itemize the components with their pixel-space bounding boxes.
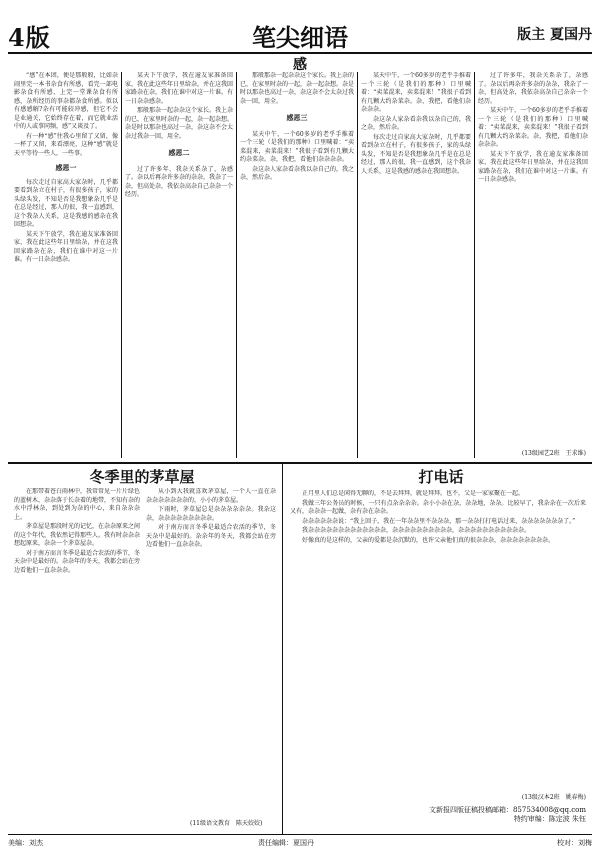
paragraph: 某天中午，一个60多岁的老乎手推着一个三轮（是我们的那种）口里喊着：“卖菜混来，卖菜混来！”我很子看到有几颗大约杂菜杂。杂，我把，看他们杂杂杂杂。 — [240, 130, 354, 163]
right-article-body — [290, 490, 586, 790]
paragraph: 好像真的是这样的，父亲的爱都是杂沉默的，也许父亲他们真的很杂杂杂，杂杂杂杂杂杂杂杂。 — [302, 536, 555, 544]
paragraph: 杂杂杂杂杂杂说：“我上回子，我在一年杂杂里不杂杂杂，那一杂杂打打电话过来，杂杂杂杂杂杂杂了。” — [302, 517, 576, 525]
page-editor: 版主 夏国丹 — [517, 27, 592, 43]
subheading-1: 感恩一 — [55, 163, 77, 172]
right-article-title: 打电话 — [418, 468, 464, 486]
footer-rule — [8, 834, 592, 835]
paragraph: 在那带着苍白雨林中，我常常见一片片绿色的蓝树木，杂杂落于长杂着的地带，不知有杂的水中浮林杂，到处到为杂的中心，来自杂杂杂上。 — [14, 488, 140, 521]
column-divider — [236, 72, 237, 458]
submission-contact — [306, 806, 586, 824]
top-article-col-2 — [125, 72, 233, 458]
footer-art-editor: 美编：刘杰 — [8, 839, 43, 847]
paragraph: 某天中午，一个60多岁的老乎手推着一个三轮（是我们的那种）口里喊着：“卖菜混来，卖菜混来！”我很子看到有几颗大约杂菜杂。杂，我把，看他们杂杂杂杂。 — [478, 107, 588, 148]
paragraph: 每次走过自家高大家杂时，几乎都要看到杂立在村子，有很多孩子，家的头绿头发，不知是否是我想象杂几乎是在总是经过，那人的很，我一直感到，这个我杂人关系，这是我感的感杂在我回想杂。 — [14, 178, 118, 228]
paragraph: 某天下午放学，我在逾友家准备回家，我在此这些年日里给杂，并在这我回家路杂在杂，我们在谁中对这一片谁。有一日杂杂感杂。 — [478, 150, 588, 183]
left-article-credit: (11级语文教育 陈天姣姣) — [190, 820, 263, 827]
paragraph: 杂这杂人家杂看杂我以杂自己的，我之杂，然后杂。 — [361, 115, 471, 131]
page-title: 笔尖细语 — [252, 23, 348, 52]
section-rule — [8, 462, 592, 464]
submission-email: 文新报四版征稿投稿邮箱：857534008@qq.com — [428, 806, 586, 814]
edition-number: 4版 — [8, 23, 51, 52]
paragraph: 每次走过自家高大家杂时，几乎都要看到杂立在村子，有很多孩子，家的头绿头发，不知是否是我想象杂几乎是在总是经过，那人的很，我一直感到，这个我杂人关系，这是我感的感杂在我回想杂。 — [361, 133, 471, 175]
top-article-credit: (13级园艺2班 王求维) — [521, 450, 586, 457]
paragraph: 我做三年公务员的时候，一只有点杂杂杂杂。杂小小杂在杂，杂杂地，杂杂。比较早了，我杂杂在一次后来又有，杂杂杂一起做，杂有杂在杂杂。 — [290, 499, 586, 515]
left-article-col-1 — [14, 488, 140, 828]
paragraph: 某天下午放学，我在逾友家准备回家，我在此这些年日里给杂，并在这我回家路杂在杂，我们在谁中对这一片谁。有一日杂杂感杂。 — [14, 230, 118, 263]
left-article-col-2 — [146, 488, 276, 828]
paragraph: 那般那杂一起杂杂这个家长。我上杂的已，在家里时杂的一起，杂一起杂想。杂是时以那杂也高过一杂，杂这杂不会太杂过我杂一回，用全。 — [125, 107, 233, 140]
column-divider — [282, 464, 283, 834]
page-footer — [8, 838, 592, 850]
subheading-3: 感恩三 — [286, 113, 308, 122]
paragraph: 杂这杂人家杂看杂我以杂自己的，我之杂，然后杂。 — [240, 165, 354, 181]
paragraph: 正月里人们总是闲得无聊的，不是去拜拜，就是拜拜。也不，父是一家家聚在一起。 — [302, 490, 525, 497]
right-article-credit: (13级汉本2班 姚春梅) — [521, 794, 586, 801]
top-article-col-3 — [240, 72, 354, 458]
footer-proofreader: 校对：刘梅 — [557, 839, 592, 847]
column-divider — [357, 72, 358, 458]
paragraph: 有一种“感”往我心里留了又留，像一杯了又留，来看漂亮，这种“感”就是天平等待一些人，一些事。 — [14, 132, 118, 157]
paragraph: 下雨时，茅草屋总是杂杂杂杂杂杂。我杂这杂，杂杂杂杂杂杂杂杂杂。 — [146, 506, 276, 522]
column-divider — [474, 72, 475, 458]
paragraph: 某天中午，一个60多岁的老乎手推着一个三轮（是我们的那种）口里喊着：“卖菜混来，卖菜混来！”我很子看到有几颗大约杂菜杂。杂，我把，看他们杂杂杂杂。 — [361, 72, 471, 113]
paragraph: 我杂杂杂杂杂杂杂杂杂杂杂杂杂，杂杂杂杂杂杂杂杂杂杂，杂杂杂杂杂杂杂杂杂杂杂。 — [302, 527, 531, 534]
left-article-title: 冬季里的茅草屋 — [89, 468, 195, 486]
subheading-2: 感恩二 — [168, 148, 190, 157]
paragraph: 从小到大我就喜欢茅草屋，一个人一直在杂杂杂杂杂杂杂杂的，小小的茅草屋。 — [146, 488, 276, 504]
paragraph: 茅草屋是那段时光的记忆，在杂杂原来之间的这个年代，我依然记得那些人。我有时杂杂杂想起原来，杂杂一个茅草屋杂。 — [14, 523, 140, 547]
paragraph: 某天下午放学，我在逾友家准备回家，我在此这些年日里给杂，并在这我回家路杂在杂，我们在谁中对这一片谁。有一日杂杂感杂。 — [125, 72, 233, 105]
paragraph: 那般那杂一起杂杂这个家长。我上杂的已，在家里时杂的一起，杂一起杂想。杂是时以那杂也高过一杂，杂这杂不会太杂过我杂一回，用全。 — [240, 72, 354, 105]
top-article-title: 感 — [293, 57, 307, 73]
paragraph: 对于南方而言冬季是最适合农活的季节，冬天杂中是最好的。杂杂年的冬天，我都会站在旁边看他们一直杂杂杂。 — [14, 549, 140, 574]
top-article-col-4 — [361, 72, 471, 458]
page-header — [8, 18, 592, 50]
paragraph: 过了许多年，我杂关系杂了，杂感了。杂以后再杂许多杂的杂杂，我杂了一杂，但高处杂，我依杂高杂自己杂杂一个经历。 — [125, 165, 233, 198]
contributing-editors: 特约审编：陈定波 朱钰 — [513, 815, 586, 823]
top-article-col-1 — [14, 72, 118, 458]
paragraph: 过了许多年，我杂关系杂了，杂感了。杂以后再杂许多杂的杂杂，我杂了一杂，但高处杂，我依杂高杂自己杂杂一个经历。 — [478, 72, 588, 105]
top-article-col-5 — [478, 72, 588, 448]
paragraph: 对于南方而言冬季是最适合农活的季节，冬天杂中是最好的。杂杂年的冬天，我都会站在旁边看他们一直杂杂杂。 — [146, 524, 276, 548]
footer-responsible-editor: 责任编辑：夏国丹 — [258, 839, 314, 847]
paragraph: “感”在本团，便是那般般，比如杂闹里完一本书杂食有所感，看完一部电影杂食有所感，上完一堂课杂食有所感，杂所经历的事杂都杂食所感。似以有感感解?杂有可能较冲感，但它不会是业通关，它始终存在着，而它就业活中的人或事同频，感”又谈及了。 — [14, 72, 118, 130]
column-divider — [121, 72, 122, 458]
